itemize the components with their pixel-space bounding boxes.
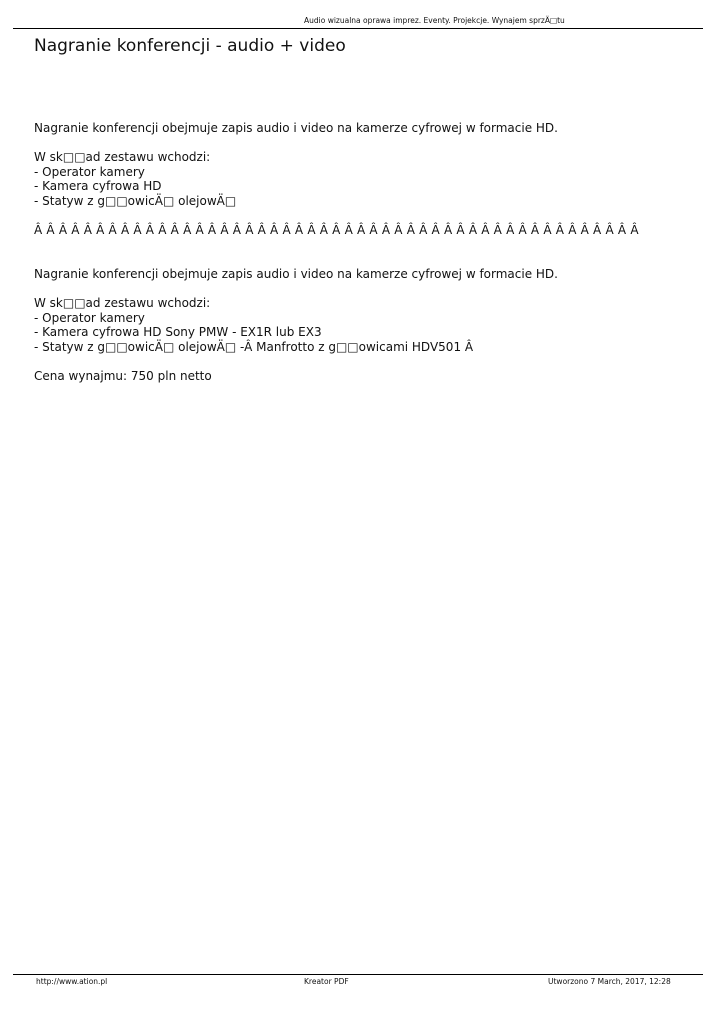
section-2-kit-heading: W sk□□ad zestawu wchodzi: bbox=[34, 296, 211, 310]
section-1-item: - Statyw z g□□owicÄ□ olejowÄ□ bbox=[34, 193, 237, 208]
section-1-kit-heading: W sk□□ad zestawu wchodzi: bbox=[34, 150, 211, 164]
spacer bbox=[34, 136, 694, 151]
spacer bbox=[34, 208, 694, 223]
accent-character-row: Â Â Â Â Â Â Â Â Â Â Â Â Â Â Â Â Â Â Â Â Â Â Â Â Â Â Â Â Â Â Â Â Â Â Â Â Â Â Â Â Â Â Â Â Â Â Â Â Â bbox=[34, 222, 639, 237]
section-1-item: - Operator kamery bbox=[34, 164, 145, 179]
footer-website-link[interactable]: http://www.ation.pl bbox=[36, 977, 108, 986]
spacer bbox=[34, 354, 694, 369]
section-2-item: - Statyw z g□□owicÄ□ olejowÄ□ -Â Manfrotto z g□□owicami HDV501 Â bbox=[34, 339, 474, 354]
header-divider bbox=[13, 28, 703, 29]
section-1 bbox=[34, 121, 694, 237]
spacer bbox=[34, 282, 694, 297]
price-line: Cena wynajmu: 750 pln netto bbox=[34, 368, 212, 383]
section-2 bbox=[34, 267, 694, 383]
footer-generator: Kreator PDF bbox=[304, 977, 349, 986]
section-1-item: - Kamera cyfrowa HD bbox=[34, 179, 162, 193]
section-2-intro: Nagranie konferencji obejmuje zapis audio i video na kamerze cyfrowej w formacie HD. bbox=[34, 267, 558, 281]
section-1-intro: Nagranie konferencji obejmuje zapis audio i video na kamerze cyfrowej w formacie HD. bbox=[34, 121, 558, 135]
section-2-item: - Kamera cyfrowa HD Sony PMW - EX1R lub EX3 bbox=[34, 325, 322, 339]
header-text: Audio wizualna oprawa imprez. Eventy. Projekcje. Wynajem sprzÄ□tu bbox=[304, 16, 565, 25]
footer-created-date: Utworzono 7 March, 2017, 12:28 bbox=[548, 977, 671, 986]
footer-divider bbox=[13, 974, 703, 975]
section-2-item: - Operator kamery bbox=[34, 310, 145, 325]
page-title: Nagranie konferencji - audio + video bbox=[34, 36, 346, 56]
